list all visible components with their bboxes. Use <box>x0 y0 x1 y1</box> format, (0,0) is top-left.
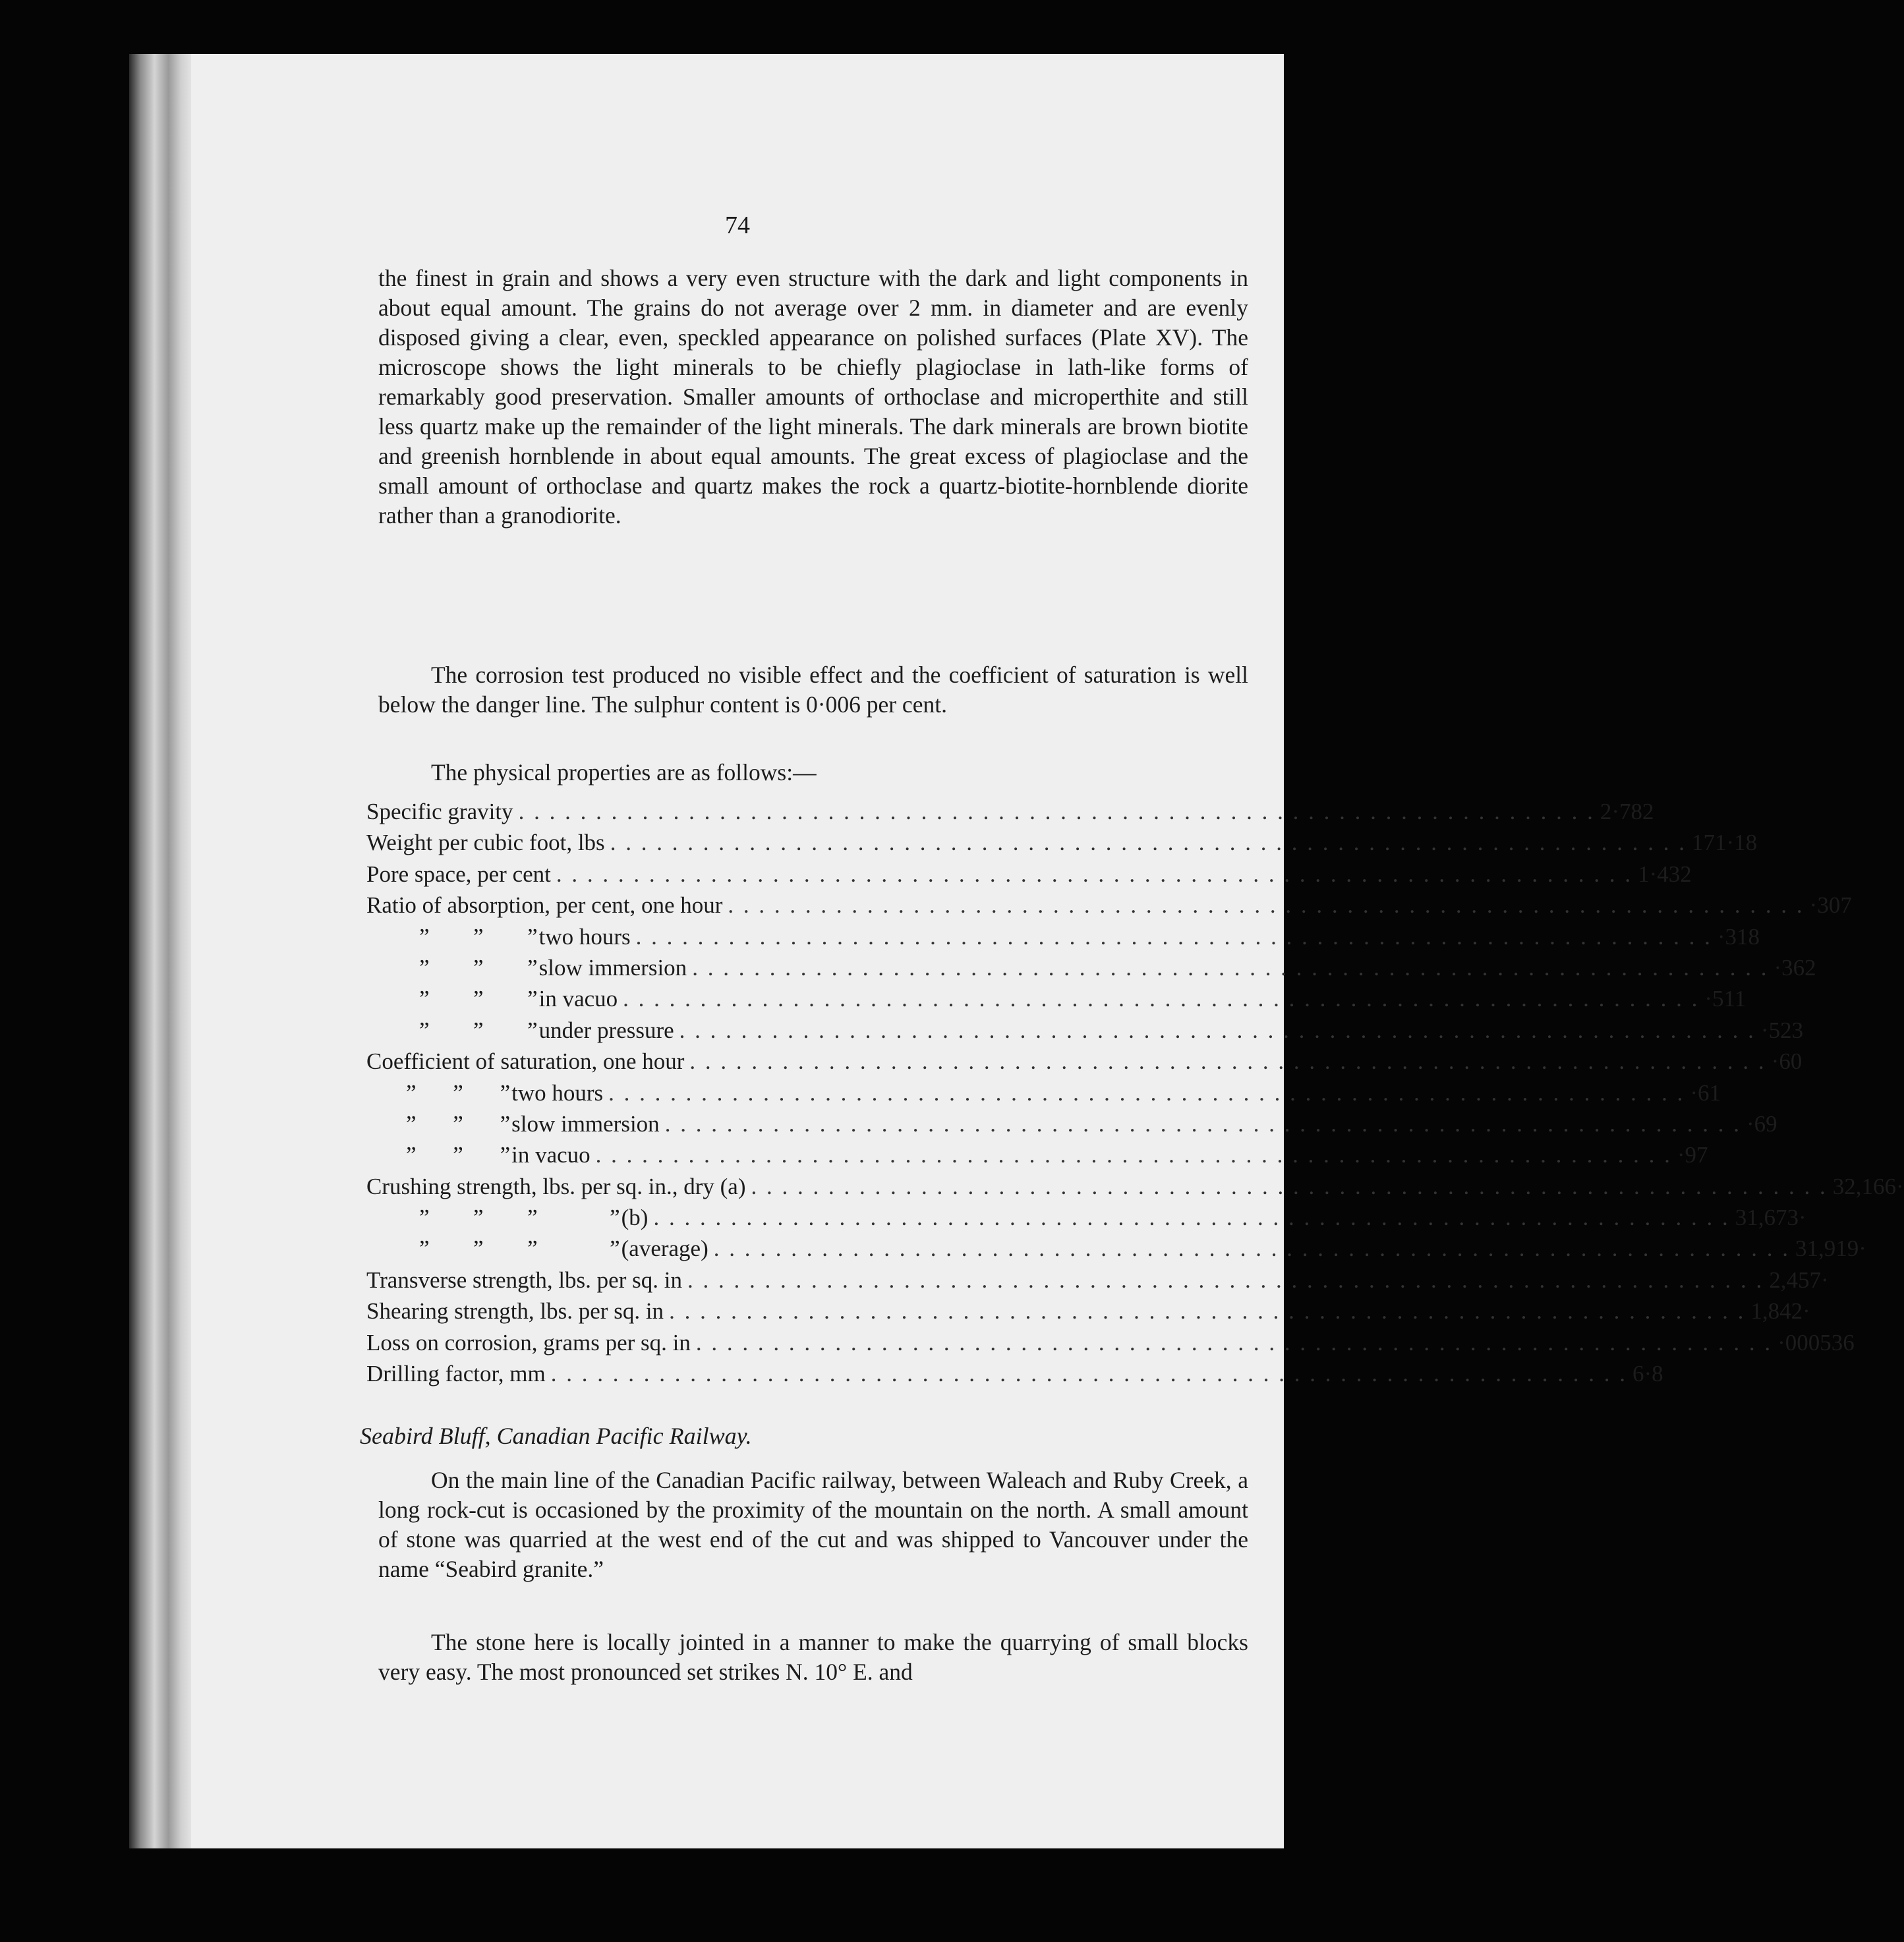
ditto-marks: ” ” ” ” <box>419 1236 621 1262</box>
book-page <box>191 54 1904 1848</box>
dot-leader: . . . . . . . . . . . . . . . . . . . . . . . . . . . . . . . . . . . . . . . . . . . . . . . . . . . . . . . . . . . . . . . . . . . . . . <box>608 1079 1685 1106</box>
property-label: Transverse strength, lbs. per sq. in <box>366 1267 682 1293</box>
property-label: (average) <box>621 1236 708 1262</box>
property-row <box>366 954 1816 986</box>
property-row <box>366 986 1746 1017</box>
property-value: ·362 <box>1774 954 1816 981</box>
property-label: slow immersion <box>511 1110 660 1137</box>
property-label: Crushing strength, lbs. per sq. in., dry (a) <box>366 1173 746 1199</box>
book-binding-edge <box>129 54 192 1848</box>
property-label: Coefficient of saturation, one hour <box>366 1048 685 1075</box>
dot-leader: . . . . . . . . . . . . . . . . . . . . . . . . . . . . . . . . . . . . . . . . . . . . . . . . . . . . . . . . . . . . . . . . . . . . . . <box>695 1329 1773 1356</box>
ditto-marks: ” ” ” <box>419 1017 539 1043</box>
property-label: two hours <box>538 923 631 950</box>
ditto-marks: ” ” ” <box>406 1079 512 1106</box>
property-label: Specific gravity <box>366 799 513 824</box>
dot-leader: . . . . . . . . . . . . . . . . . . . . . . . . . . . . . . . . . . . . . . . . . . . . . . . . . . . . . . . . . . . . . . . . . . . . . . <box>664 1110 1741 1137</box>
property-value: 6·8 <box>1632 1361 1663 1387</box>
property-label: Shearing strength, lbs. per sq. in <box>366 1298 664 1325</box>
ditto-marks: ” ” ” <box>419 986 539 1012</box>
property-label: (b) <box>621 1205 649 1231</box>
dot-leader: . . . . . . . . . . . . . . . . . . . . . . . . . . . . . . . . . . . . . . . . . . . . . . . . . . . . . . . . . . . . . . . . . . . . . . <box>635 923 1712 950</box>
paragraph-diorite-description <box>378 264 1248 530</box>
property-value: ·61 <box>1690 1079 1721 1106</box>
property-value: ·69 <box>1746 1110 1777 1137</box>
property-label: Ratio of absorption, per cent, one hour <box>366 892 723 919</box>
property-row <box>366 1361 1663 1392</box>
property-row <box>366 923 1760 955</box>
ditto-marks: ” ” ” <box>406 1142 512 1168</box>
dot-leader: . . . . . . . . . . . . . . . . . . . . . . . . . . . . . . . . . . . . . . . . . . . . . . . . . . . . . . . . . . . . . . . . . . . . . . <box>713 1236 1790 1262</box>
property-label: Drilling factor, mm <box>366 1361 546 1387</box>
property-label: Pore space, per cent <box>366 861 551 887</box>
property-label: Weight per cubic foot, lbs <box>366 830 605 856</box>
property-value: ·511 <box>1704 986 1746 1012</box>
page-number: 74 <box>725 212 750 239</box>
paragraph-text: the finest in grain and shows a very even structure with the dark and light components in about equal amount. The grains do not average over 2 mm. in diameter and are evenly disposed giving a clear, even, speckled appearance on polished surfaces (Plate XV). The microscope shows the light minerals to be chiefly plagioclase in lath-like forms of remarkably good preservation. Smaller amounts of orthoclase and microperthite and still less quartz make up the remainder of the light minerals. The dark minerals are brown biotite and greenish hornblende in about equal amounts. The great excess of plagioclase and the small amount of orthoclase and quartz makes the rock a quartz-biotite-hornblende diorite rather than a granodiorite. <box>378 265 1248 528</box>
property-label: slow immersion <box>538 954 687 981</box>
property-label: Loss on corrosion, grams per sq. in <box>366 1329 691 1356</box>
property-value: 1·432 <box>1638 861 1692 887</box>
property-row <box>366 1329 1855 1361</box>
dot-leader: . . . . . . . . . . . . . . . . . . . . . . . . . . . . . . . . . . . . . . . . . . . . . . . . . . . . . . . . . . . . . . . . . . . . . . <box>728 892 1804 919</box>
paragraph-jointing <box>378 1628 1248 1687</box>
dot-leader: . . . . . . . . . . . . . . . . . . . . . . . . . . . . . . . . . . . . . . . . . . . . . . . . . . . . . . . . . . . . . . . . . . . . . . <box>623 986 1700 1012</box>
dot-leader: . . . . . . . . . . . . . . . . . . . . . . . . . . . . . . . . . . . . . . . . . . . . . . . . . . . . . . . . . . . . . . . . . . . . . . <box>595 1142 1672 1168</box>
dot-leader: . . . . . . . . . . . . . . . . . . . . . . . . . . . . . . . . . . . . . . . . . . . . . . . . . . . . . . . . . . . . . . . . . . . . . . <box>653 1205 1730 1231</box>
property-value: 171·18 <box>1691 830 1758 856</box>
property-value: 2·782 <box>1600 799 1654 824</box>
property-label: in vacuo <box>538 986 618 1012</box>
property-row <box>366 1142 1708 1173</box>
property-row <box>366 1205 1806 1236</box>
paragraph-text: The physical properties are as follows:— <box>431 759 817 785</box>
property-value: ·523 <box>1760 1017 1804 1043</box>
paragraph-text: The stone here is locally jointed in a manner to make the quarrying of small blocks very easy. The most pronounced set strikes N. 10° E. and <box>378 1629 1248 1685</box>
property-row <box>366 861 1692 892</box>
property-value: 1,842· <box>1750 1298 1810 1325</box>
property-row <box>366 1110 1777 1142</box>
paragraph-seabird-location <box>378 1466 1248 1584</box>
property-value: ·318 <box>1717 923 1760 950</box>
paragraph-text: On the main line of the Canadian Pacific railway, between Waleach and Ruby Creek, a long rock-cut is occasioned by the proximity of the mountain on the north. A small amount of stone was quarried at the west end of the cut and was shipped to Vancouver under the name “Seabird granite.” <box>378 1467 1248 1582</box>
property-value: 31,673· <box>1735 1205 1806 1231</box>
section-heading: Seabird Bluff, Canadian Pacific Railway. <box>360 1423 752 1449</box>
dot-leader: . . . . . . . . . . . . . . . . . . . . . . . . . . . . . . . . . . . . . . . . . . . . . . . . . . . . . . . . . . . . . . . . . . . . . . <box>679 1017 1756 1043</box>
ditto-marks: ” ” ” <box>406 1110 512 1137</box>
dot-leader: . . . . . . . . . . . . . . . . . . . . . . . . . . . . . . . . . . . . . . . . . . . . . . . . . . . . . . . . . . . . . . . . . . . . . . <box>687 1267 1764 1293</box>
ditto-marks: ” ” ” <box>419 954 539 981</box>
property-row <box>366 1267 1829 1298</box>
property-label: two hours <box>511 1079 604 1106</box>
property-value: ·97 <box>1677 1142 1708 1168</box>
dot-leader: . . . . . . . . . . . . . . . . . . . . . . . . . . . . . . . . . . . . . . . . . . . . . . . . . . . . . . . . . . . . . . . . . . . . . . <box>669 1298 1746 1325</box>
dot-leader: . . . . . . . . . . . . . . . . . . . . . . . . . . . . . . . . . . . . . . . . . . . . . . . . . . . . . . . . . . . . . . . . . . . . . . <box>556 861 1633 887</box>
property-row <box>366 1079 1721 1111</box>
paragraph-text: The corrosion test produced no visible effect and the coefficient of saturation is well below the danger line. The sulphur content is 0·006 per cent. <box>378 662 1248 718</box>
property-value: ·307 <box>1809 892 1852 919</box>
property-row <box>366 1298 1810 1329</box>
dot-leader: . . . . . . . . . . . . . . . . . . . . . . . . . . . . . . . . . . . . . . . . . . . . . . . . . . . . . . . . . . . . . . . . . . . . . . <box>610 830 1687 856</box>
dot-leader: . . . . . . . . . . . . . . . . . . . . . . . . . . . . . . . . . . . . . . . . . . . . . . . . . . . . . . . . . . . . . . . . . . . . . . <box>692 954 1769 981</box>
property-row <box>366 1017 1804 1048</box>
physical-properties-table <box>366 799 1904 1392</box>
paragraph-properties-intro <box>378 758 1248 787</box>
property-row <box>366 1048 1803 1079</box>
property-row <box>366 830 1758 861</box>
property-row <box>366 1173 1904 1205</box>
property-label: under pressure <box>538 1017 674 1043</box>
dot-leader: . . . . . . . . . . . . . . . . . . . . . . . . . . . . . . . . . . . . . . . . . . . . . . . . . . . . . . . . . . . . . . . . . . . . . . <box>751 1173 1828 1199</box>
property-value: ·60 <box>1771 1048 1803 1075</box>
dot-leader: . . . . . . . . . . . . . . . . . . . . . . . . . . . . . . . . . . . . . . . . . . . . . . . . . . . . . . . . . . . . . . . . . . . . . . <box>689 1048 1766 1075</box>
property-label: in vacuo <box>511 1142 591 1168</box>
property-value: 31,919· <box>1795 1236 1866 1262</box>
paragraph-corrosion-test <box>378 660 1248 720</box>
property-row <box>366 799 1654 830</box>
dot-leader: . . . . . . . . . . . . . . . . . . . . . . . . . . . . . . . . . . . . . . . . . . . . . . . . . . . . . . . . . . . . . . . . . . . . . . <box>550 1361 1627 1387</box>
ditto-marks: ” ” ” ” <box>419 1205 621 1231</box>
property-value: ·000536 <box>1777 1329 1855 1356</box>
dot-leader: . . . . . . . . . . . . . . . . . . . . . . . . . . . . . . . . . . . . . . . . . . . . . . . . . . . . . . . . . . . . . . . . . . . . . . <box>518 799 1595 824</box>
property-value: 2,457· <box>1769 1267 1829 1293</box>
property-value: 32,166· <box>1832 1173 1904 1199</box>
property-row <box>366 892 1852 923</box>
ditto-marks: ” ” ” <box>419 923 539 950</box>
property-row <box>366 1236 1866 1267</box>
